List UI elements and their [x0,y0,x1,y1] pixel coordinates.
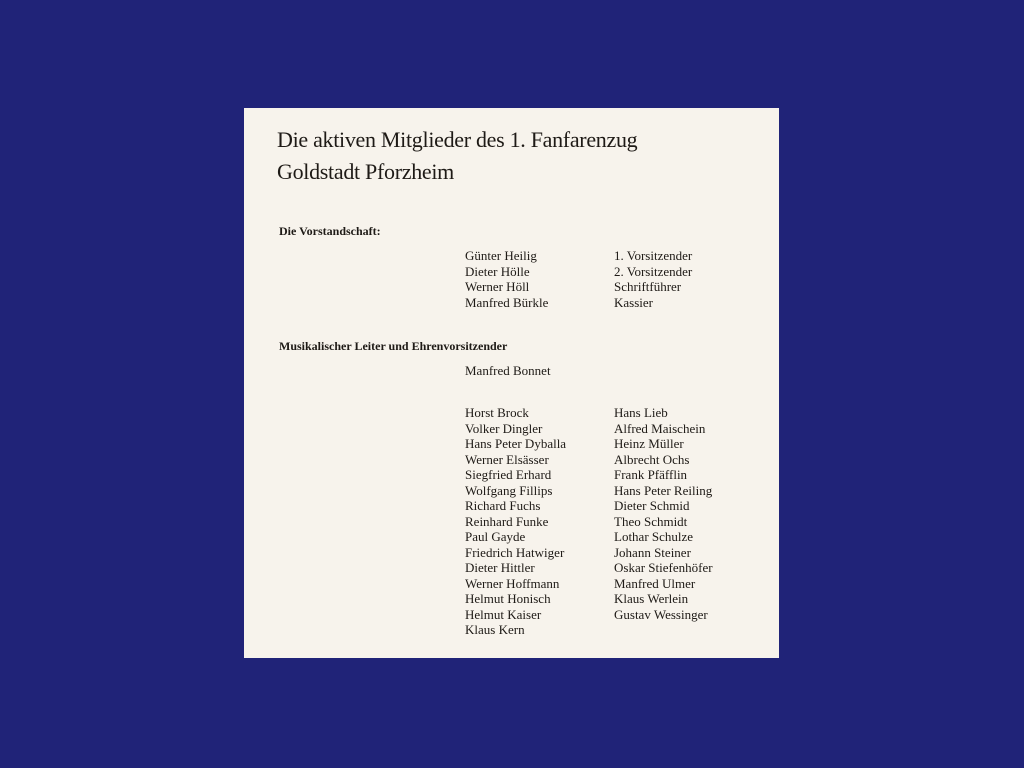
music-leader [465,363,551,379]
board-member-role: 2. Vorsitzender [614,263,693,279]
member-name: Werner Hoffmann [465,575,560,591]
member-name: Alfred Maischein [614,420,706,436]
page-title [277,124,637,188]
title-line-2: Goldstadt Pforzheim [277,159,454,184]
board-member-name: Werner Höll [465,279,530,294]
board-member-role: 1. Vorsitzender [614,248,693,263]
board-names-column [465,248,548,310]
member-name: Albrecht Ochs [614,451,690,467]
members-right-column [614,405,713,622]
member-name: Hans Lieb [614,405,668,420]
member-name: Reinhard Funke [465,513,549,529]
member-name: Frank Pfäfflin [614,467,688,482]
member-name: Klaus Kern [465,622,525,637]
board-member-role: Kassier [614,294,653,310]
member-name: Theo Schmidt [614,513,688,529]
member-name: Hans Peter Dyballa [465,436,567,451]
member-name: Dieter Hittler [465,560,535,575]
title-line-1: Die aktiven Mitglieder des 1. Fanfarenzug [277,127,638,152]
member-name: Manfred Ulmer [614,575,696,591]
member-name: Werner Elsässer [465,451,549,467]
board-member-name: Dieter Hölle [465,263,530,279]
member-name: Helmut Kaiser [465,606,542,622]
member-name: Klaus Werlein [614,591,689,606]
member-name: Heinz Müller [614,436,684,451]
member-name: Siegfried Erhard [465,467,552,482]
board-heading: Die Vorstandschaft: [279,224,381,238]
board-roles-column [614,248,692,310]
member-name: Richard Fuchs [465,498,541,513]
member-name: Volker Dingler [465,420,543,436]
member-name: Horst Brock [465,405,529,420]
member-name: Gustav Wessinger [614,606,708,622]
music-heading: Musikalischer Leiter und Ehrenvorsitzender [279,339,508,353]
member-name: Helmut Honisch [465,591,551,606]
member-name: Oskar Stiefenhöfer [614,560,713,575]
document-page [244,108,779,658]
member-name: Wolfgang Fillips [465,482,553,498]
member-name: Lothar Schulze [614,529,694,544]
members-left-column [465,405,566,638]
board-member-name: Günter Heilig [465,248,537,263]
member-name: Hans Peter Reiling [614,482,713,498]
music-leader-name: Manfred Bonnet [465,363,551,378]
member-name: Dieter Schmid [614,498,690,513]
board-member-role: Schriftführer [614,279,682,294]
member-name: Friedrich Hatwiger [465,544,565,560]
member-name: Paul Gayde [465,529,526,544]
member-name: Johann Steiner [614,544,691,560]
board-member-name: Manfred Bürkle [465,294,549,310]
